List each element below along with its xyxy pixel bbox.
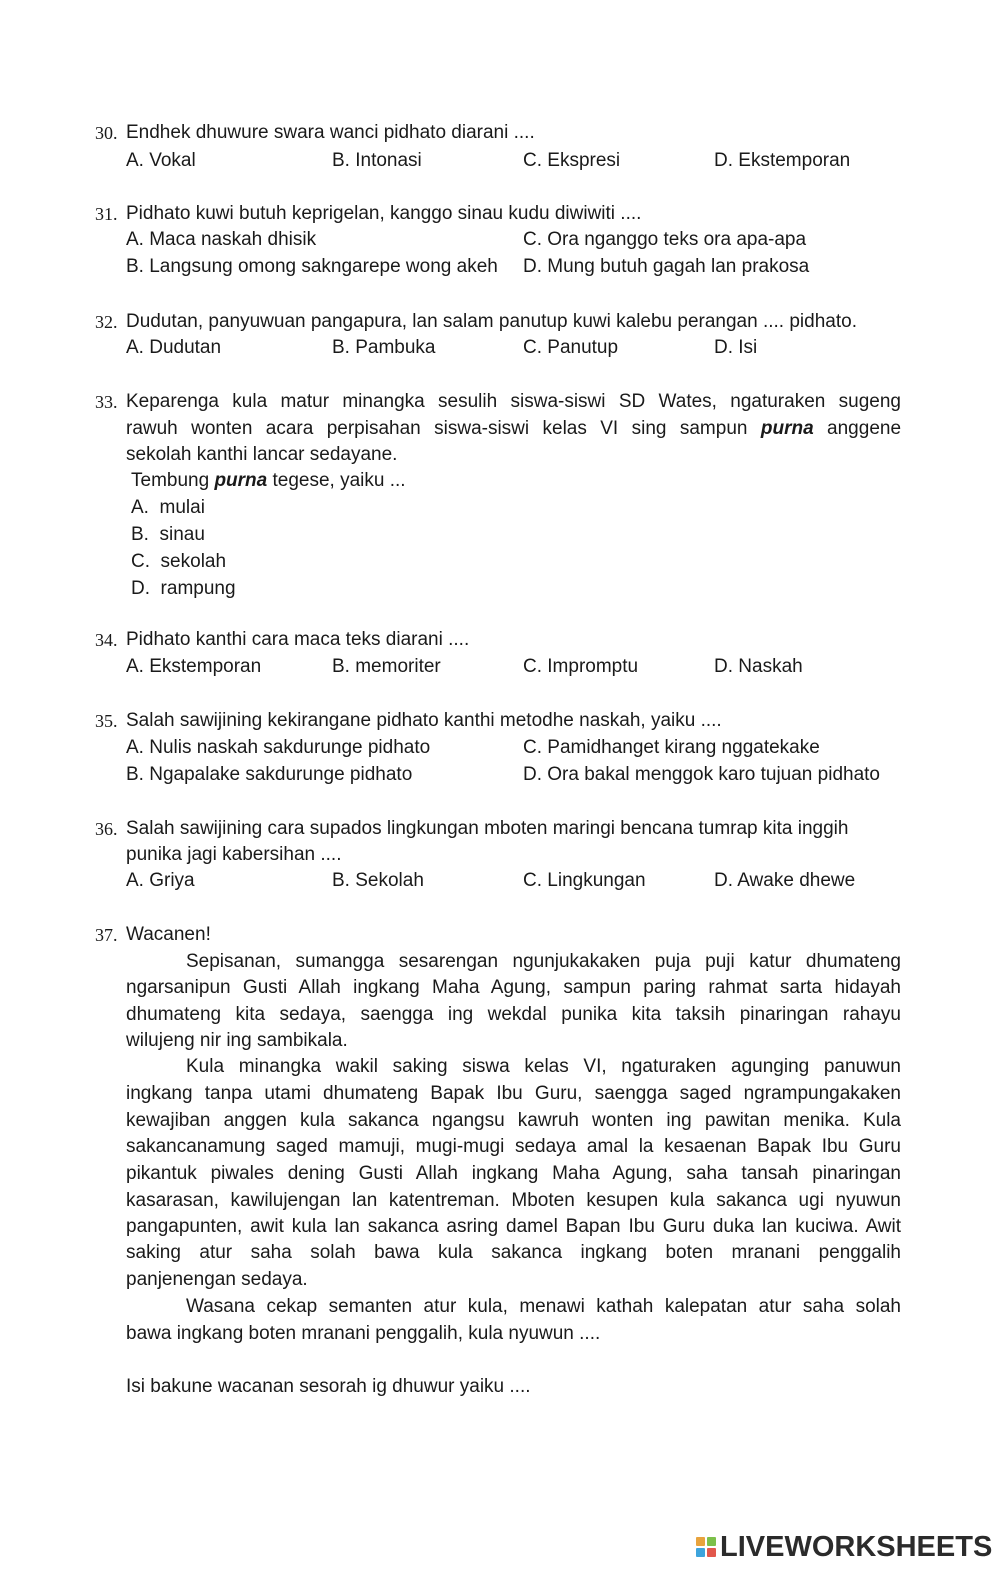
logo-text: LIVEWORKSHEETS xyxy=(720,1530,993,1563)
q32-option-b[interactable]: B. Pambuka xyxy=(332,337,436,358)
q35-option-d[interactable]: D. Ora bakal menggok karo tujuan pidhato xyxy=(523,764,880,785)
q37-question: Isi bakune wacanan sesorah ig dhuwur yaiku .... xyxy=(126,1376,531,1397)
q36-option-d[interactable]: D. Awake dhewe xyxy=(714,870,856,891)
q33-option-a[interactable]: A. mulai xyxy=(131,497,205,518)
q32-text: Dudutan, panyuwuan pangapura, lan salam panutup kuwi kalebu perangan .... pidhato. xyxy=(126,311,857,332)
q31-option-b[interactable]: B. Langsung omong sakngarepe wong akeh xyxy=(126,256,498,277)
q30-option-c[interactable]: C. Ekspresi xyxy=(523,150,621,171)
q34-number: 34. xyxy=(95,630,118,650)
q30-text: Endhek dhuwure swara wanci pidhato diarani .... xyxy=(126,122,535,143)
q30-option-a[interactable]: A. Vokal xyxy=(126,150,196,171)
q37-p2-line-1: Kula minangka wakil saking siswa kelas VI, ngaturaken agunging panuwun xyxy=(186,1056,901,1077)
q32-number: 32. xyxy=(95,312,118,332)
q33-keyword: purna xyxy=(760,418,814,439)
q37-p2-line-2: ingkang tanpa utami dhumateng Bapak Ibu Guru, saengga saged ngrampungakaken xyxy=(126,1083,901,1104)
q30-option-b[interactable]: B. Intonasi xyxy=(332,150,422,171)
q37-p2-line-3: kewajiban anggen kula sakanca ngangsu kawruh wonten ing pawitan menika. Kula xyxy=(126,1110,901,1131)
q31-text: Pidhato kuwi butuh keprigelan, kanggo sinau kudu diwiwiti .... xyxy=(126,203,642,224)
q36-option-b[interactable]: B. Sekolah xyxy=(332,870,424,891)
q34-text: Pidhato kanthi cara maca teks diarani .... xyxy=(126,629,470,650)
q36-line-1: Salah sawijining cara supados lingkungan mboten maringi bencana tumrap kita inggih xyxy=(126,818,849,839)
q35-option-b[interactable]: B. Ngapalake sakdurunge pidhato xyxy=(126,764,413,785)
q37-p2-line-9: panjenengan sedaya. xyxy=(126,1269,308,1290)
q36-option-a[interactable]: A. Griya xyxy=(126,870,195,891)
q37-p2-line-5: pikantuk piwales dening Gusti Allah ingkang Maha Agung, saha tansah pinaringan xyxy=(126,1163,901,1184)
q36-option-c[interactable]: C. Lingkungan xyxy=(523,870,646,891)
q31-option-c[interactable]: C. Ora nganggo teks ora apa-apa xyxy=(523,229,807,250)
q33-prompt-keyword: purna xyxy=(214,470,268,491)
q33-prompt-pre: Tembung xyxy=(131,470,210,491)
q33-line-2-pre: rawuh wonten acara perpisahan siswa-siswi kelas VI sing sampun xyxy=(126,418,748,439)
q31-option-a[interactable]: A. Maca naskah dhisik xyxy=(126,229,317,250)
q37-p2-line-6: kasarasan, kawilujengan lan katentreman. Mboten kesupen kula sakanca ugi nyuwun xyxy=(126,1190,901,1211)
q33-line-2-post: anggene xyxy=(827,418,902,439)
q33-prompt xyxy=(131,470,406,492)
q33-number: 33. xyxy=(95,392,118,412)
q37-label: Wacanen! xyxy=(126,924,211,945)
q37-p1-line-4: wilujeng nir ing sambikala. xyxy=(126,1030,348,1051)
liveworksheets-logo xyxy=(696,1530,992,1564)
q37-p1-line-1: Sepisanan, sumangga sesarengan ngunjukakaken puja puji katur dhumateng xyxy=(186,951,901,972)
q35-text: Salah sawijining kekirangane pidhato kanthi metodhe naskah, yaiku .... xyxy=(126,710,722,731)
q37-p3-line-2: bawa ingkang boten mranani penggalih, kula nyuwun .... xyxy=(126,1323,601,1344)
q33-option-c[interactable]: C. sekolah xyxy=(131,551,227,572)
q36-line-2: punika jagi kabersihan .... xyxy=(126,844,342,865)
q37-p1-line-2: ngarsanipun Gusti Allah ingkang Maha Agung, sampun paring rahmat sarta hidayah xyxy=(126,977,901,998)
q35-option-c[interactable]: C. Pamidhanget kirang nggatekake xyxy=(523,737,820,758)
q37-number: 37. xyxy=(95,925,118,945)
q37-p2-line-4: sakancanamung saged mamuji, mugi-mugi sedaya amal la kesaenan Bapak Ibu Guru xyxy=(126,1136,901,1157)
q30-number: 30. xyxy=(95,123,118,143)
q37-p2-line-8: saking atur saha solah bawa kula sakanca ingkang boten mranani penggalih xyxy=(126,1242,901,1263)
q35-option-a[interactable]: A. Nulis naskah sakdurunge pidhato xyxy=(126,737,431,758)
q32-option-a[interactable]: A. Dudutan xyxy=(126,337,222,358)
q35-number: 35. xyxy=(95,711,118,731)
q36-number: 36. xyxy=(95,819,118,839)
q33-option-d[interactable]: D. rampung xyxy=(131,578,236,599)
q33-prompt-post: tegese, yaiku ... xyxy=(272,470,406,491)
q33-option-b[interactable]: B. sinau xyxy=(131,524,205,545)
q37-p1-line-3: dhumateng kita sedaya, saengga ing wekdal punika kita taksih pinaringan rahayu xyxy=(126,1004,901,1025)
q34-option-a[interactable]: A. Ekstemporan xyxy=(126,656,262,677)
q37-p3-line-1: Wasana cekap semanten atur kula, menawi kathah kalepatan atur saha solah xyxy=(186,1296,901,1317)
q37-p2-line-7: pangapunten, awit kula lan sakanca asring damel Bapan Ibu Guru duka lan kuciwa. Awit xyxy=(126,1216,901,1237)
logo-mark-icon xyxy=(696,1537,716,1557)
q33-line-1: Keparenga kula matur minangka sesulih siswa-siswi SD Wates, ngaturaken sugeng xyxy=(126,391,901,412)
q34-option-b[interactable]: B. memoriter xyxy=(332,656,441,677)
q33-line-2 xyxy=(126,418,901,440)
q32-option-d[interactable]: D. Isi xyxy=(714,337,758,358)
q33-line-3: sekolah kanthi lancar sedayane. xyxy=(126,444,398,465)
q31-number: 31. xyxy=(95,204,118,224)
q32-option-c[interactable]: C. Panutup xyxy=(523,337,619,358)
q31-option-d[interactable]: D. Mung butuh gagah lan prakosa xyxy=(523,256,810,277)
q34-option-c[interactable]: C. Impromptu xyxy=(523,656,639,677)
q34-option-d[interactable]: D. Naskah xyxy=(714,656,803,677)
q30-option-d[interactable]: D. Ekstemporan xyxy=(714,150,851,171)
